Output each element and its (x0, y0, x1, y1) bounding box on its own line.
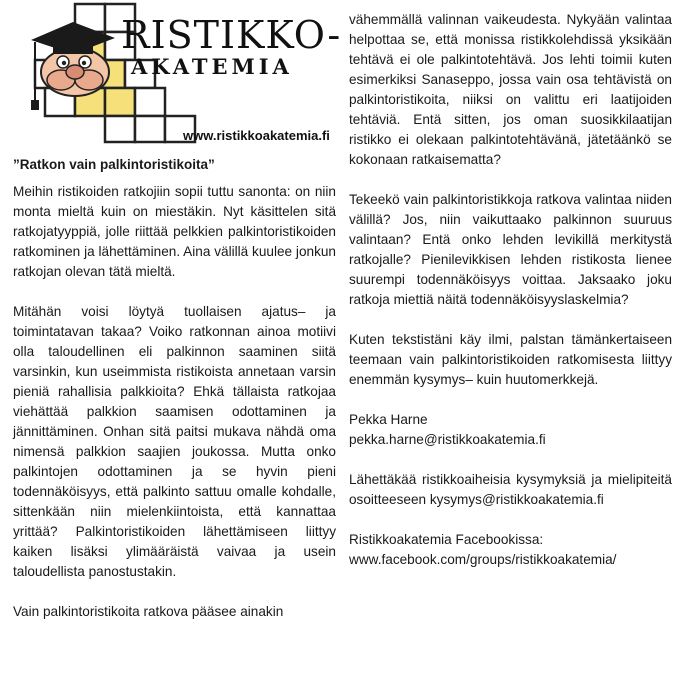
paragraph: Kuten tekstistäni käy ilmi, palstan tämänkertaiseen teemaan vain palkintoristikoiden ratkomisesta liittyy enemmän kysymys– kuin huutomerkkejä. (349, 332, 672, 387)
author-name: Pekka Harne (349, 412, 428, 427)
right-column (349, 10, 672, 570)
left-column (13, 0, 342, 622)
logo-header (13, 0, 342, 152)
logo-wordmark-line1: RISTIKKO- (121, 13, 342, 57)
logo-site-url: www.ristikkoakatemia.fi (183, 128, 330, 143)
left-body (13, 182, 336, 622)
paragraph: Tekeekö vain palkintoristikkoja ratkova valintaa niiden välillä? Jos, niin vaikuttaako palkinnon suuruus valintaan? Entä onko lehden levikillä merkitystä ratkojalle? Pienilevikkisen lehden ristikosta lienee suurempi todennäköisyys voittaa. Jaksaako joku ratkoja miettiä näitä todennäköisyyslaskelmia? (349, 192, 672, 307)
professor-face-icon (41, 48, 109, 96)
author-email: pekka.harne@ristikkoakatemia.fi (349, 432, 546, 447)
paragraph: vähemmällä valinnan vaikeudesta. Nykyään valintaa helpottaa se, että monissa ristikkolehdissä yksikään tehtävä ei ole palkintotehtävä. Jos lehti toimii kuten esimerkiksi Sanaseppo, jossa vain osa tehtävistä on palkintoristikoita, niiksi on valittu eri laatijoiden tehtäviä. Entä sitten, jos oman suosikkilaatijan ristikko ei olekaan palkintotehtävänä, jätetäänkö se kokonaan ratkaisematta? (349, 12, 672, 167)
paragraph: Meihin ristikoiden ratkojiin sopii tuttu sanonta: on niin monta mieltä kuin on miestäkin. Nyt käsittelen sitä ratkojatyyppiä, jolle riittää pelkkien palkintoristikoiden ratkominen ja lähettäminen. Aina välillä kuulee jonkun ratkojan olevan tätä mieltä. (13, 184, 336, 279)
paragraph: Mitähän voisi löytyä tuollaisen ajatus– ja toimintatavan takaa? Voiko ratkonnan ainoa motiivi olla taloudellinen eli palkinnon saaminen siitä varsinkin, kun useimmista ristikoista annetaan varsin pieniä rahallisia palkkioita? Ehkä tällaista ratkojaa viehättää palkkion saamisen odottaminen ja jännittäminen. Onhan sitä paitsi mukava nähdä oma nimensä palkkion saajien joukossa. Mutta onko palkintojen odottaminen ja se hyvin pieni todennäköisyys, että palkinto sattuu omalle kohdalle, sittenkään niin mielenkiintoista, että kannattaa yrittää? Palkintoristikoiden lähettämiseen liittyy kaiken lisäksi ylimääräistä vaivaa ja usein taloudellista panostustakin. (13, 304, 336, 579)
logo-wordmark-line2: AKATEMIA (131, 54, 293, 79)
paragraph: Vain palkintoristikoita ratkova pääsee ainakin (13, 604, 284, 619)
facebook-url: www.facebook.com/groups/ristikkoakatemia/ (349, 552, 617, 567)
facebook-label: Ristikkoakatemia Facebookissa: (349, 532, 544, 547)
contact-text: Lähettäkää ristikkoaiheisia kysymyksiä ja mielipiteitä osoitteeseen kysymys@ristikkoakatemia.fi (349, 472, 672, 507)
article-title: ”Ratkon vain palkintoristikoita” (13, 157, 215, 172)
